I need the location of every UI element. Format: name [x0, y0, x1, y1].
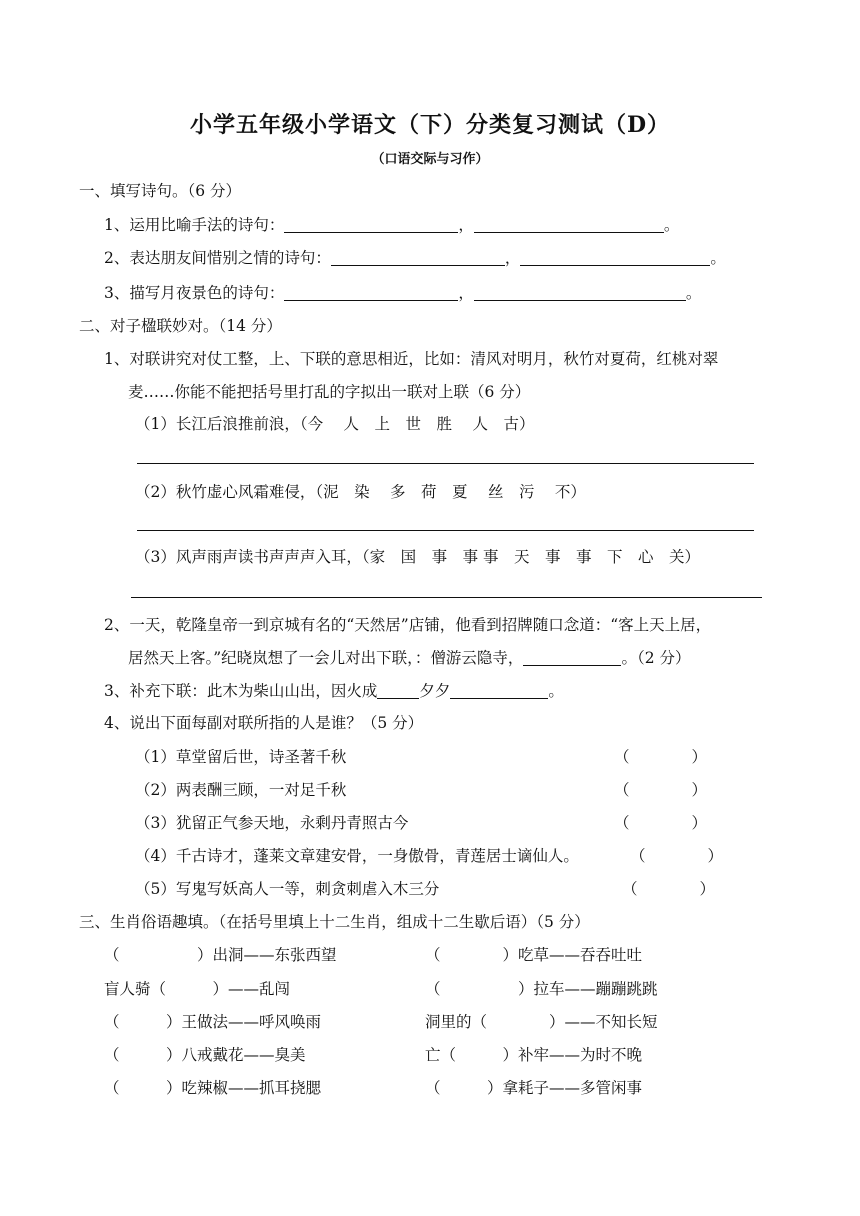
section2-q2-line1: 2、一天，乾隆皇帝一到京城有名的“天然居”店铺，他看到招牌随口念道：“客上天上居， — [104, 616, 712, 634]
question-text: 居然天上客。”纪晓岚想了一会儿对出下联，：僧游云隐寺， — [128, 649, 524, 667]
question-text: 3、描写月夜景色的诗句： — [104, 284, 285, 302]
couplet-item-1: （1）草堂留后世，诗圣著千秋 — [135, 748, 347, 766]
section1-question-2 — [104, 247, 726, 269]
section2-q1-line2: 麦……你能不能把括号里打乱的字拟出一联对上联（6 分） — [128, 383, 531, 401]
comma: ， — [458, 284, 474, 302]
proverb-right-1[interactable]: （ ）吃草——吞吞吐吐 — [425, 946, 643, 964]
answer-blank[interactable] — [331, 249, 505, 266]
couplet-answer-1[interactable]: （ ） — [614, 748, 708, 766]
proverb-left-5[interactable]: （ ）吃辣椒——抓耳挠腮 — [104, 1079, 322, 1097]
answer-blank[interactable] — [284, 216, 458, 233]
proverb-right-2[interactable]: （ ）拉车——蹦蹦跳跳 — [425, 980, 658, 998]
answer-line-1[interactable] — [137, 463, 754, 464]
answer-line-3[interactable] — [131, 597, 762, 598]
answer-blank[interactable] — [523, 649, 621, 666]
section1-question-3 — [104, 282, 701, 304]
couplet-item-5: （5）写鬼写妖高人一等，刺贪刺虐入木三分 — [135, 880, 440, 898]
comma: ， — [504, 249, 521, 267]
answer-blank[interactable] — [520, 249, 710, 266]
question-text: 1、运用比喻手法的诗句： — [104, 216, 285, 234]
answer-blank[interactable] — [450, 682, 548, 699]
answer-line-2[interactable] — [137, 530, 754, 531]
period: 。 — [710, 249, 726, 267]
couplet-prompt-3: （3）风声雨声读书声声声入耳，（家 国 事 事 事 天 事 事 下 心 关） — [135, 548, 701, 566]
proverb-left-3[interactable]: （ ）王做法——呼风唤雨 — [104, 1013, 322, 1031]
page-title: 小学五年级小学语文（下）分类复习测试（D） — [189, 112, 671, 138]
question-text: 3、补充下联：此木为柴山山出，因火成 — [104, 682, 378, 700]
comma: ， — [458, 216, 474, 234]
section1-question-1 — [104, 214, 679, 236]
couplet-prompt-1: （1）长江后浪推前浪，（今 人 上 世 胜 人 古） — [135, 415, 535, 433]
section2-q2-line2 — [128, 647, 690, 669]
couplet-item-3: （3）犹留正气参天地，永剩丹青照古今 — [135, 814, 409, 832]
score-note: 。（2 分） — [621, 649, 691, 667]
proverb-left-2[interactable]: 盲人骑（ ）——乱闯 — [104, 980, 291, 998]
proverb-left-1[interactable]: （ ）出洞——东张西望 — [104, 946, 337, 964]
answer-blank[interactable] — [377, 682, 419, 699]
section2-q1-line1: 1、对联讲究对仗工整，上、下联的意思相近，比如：清风对明月，秋竹对夏荷，红桃对翠 — [104, 350, 719, 368]
couplet-answer-2[interactable]: （ ） — [614, 781, 708, 799]
period: 。 — [548, 682, 564, 700]
page-subtitle: （口语交际与习作） — [371, 152, 489, 167]
couplet-prompt-2: （2）秋竹虚心风霜难侵，（泥 染 多 荷 夏 丝 污 不） — [135, 483, 586, 501]
couplet-answer-3[interactable]: （ ） — [614, 814, 708, 832]
couplet-item-2: （2）两表酬三顾，一对足千秋 — [135, 781, 347, 799]
proverb-left-4[interactable]: （ ）八戒戴花——臭美 — [104, 1046, 306, 1064]
period: 。 — [685, 284, 702, 302]
answer-blank[interactable] — [474, 216, 664, 233]
question-text: 夕夕 — [419, 682, 451, 700]
section3-heading: 三、生肖俗语趣填。（在括号里填上十二生肖，组成十二生歇后语）（5 分） — [79, 913, 590, 931]
section2-q4: 4、说出下面每副对联所指的人是谁？（5 分） — [104, 714, 424, 732]
answer-blank[interactable] — [474, 284, 686, 301]
period: 。 — [663, 216, 680, 234]
couplet-answer-4[interactable]: （ ） — [630, 847, 724, 865]
question-text: 2、表达朋友间惜别之情的诗句： — [104, 249, 331, 267]
couplet-answer-5[interactable]: （ ） — [622, 880, 716, 898]
section1-heading: 一、填写诗句。（6 分） — [79, 182, 242, 200]
answer-blank[interactable] — [284, 284, 458, 301]
section2-heading: 二、对子楹联妙对。（14 分） — [79, 317, 282, 335]
proverb-right-5[interactable]: （ ）拿耗子——多管闲事 — [425, 1079, 643, 1097]
proverb-right-3[interactable]: 洞里的（ ）——不知长短 — [425, 1013, 658, 1031]
section2-q3 — [104, 680, 564, 702]
couplet-item-4: （4）千古诗才，蓬莱文章建安骨，一身傲骨，青莲居士谪仙人。 — [135, 847, 579, 865]
proverb-right-4[interactable]: 亡（ ）补牢——为时不晚 — [425, 1046, 643, 1064]
